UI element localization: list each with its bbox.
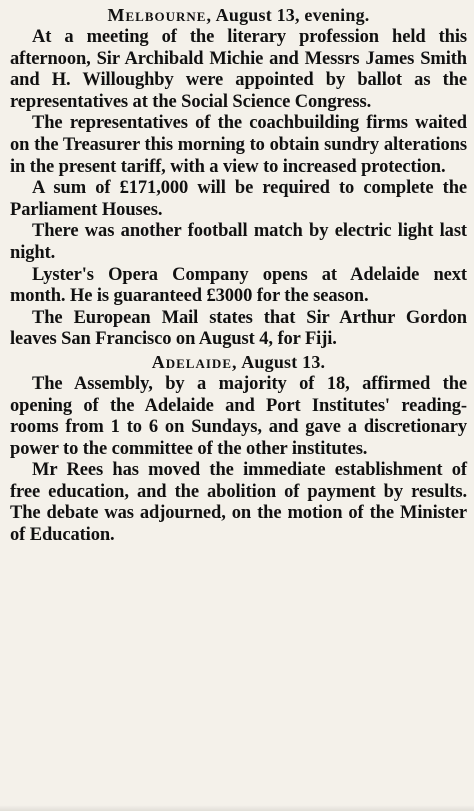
dateline-adelaide: [10, 351, 467, 373]
paragraph: There was another football match by electric light last night.: [10, 221, 467, 263]
article-melbourne: [10, 4, 467, 351]
paragraph: Mr Rees has moved the immediate establishment of free education, and the abolition of payment by results. The debate was adjourned, on the motion of the Minister of Education.: [10, 460, 467, 546]
dateline-date: August 13, evening.: [215, 5, 370, 25]
page-edge: [0, 805, 474, 811]
dateline-date: August 13.: [241, 351, 326, 372]
paragraph: At a meeting of the literary profession held this afternoon, Sir Archibald Michie and Messrs James Smith and H. Willoughby were appointed by ballot as the representatives at the Social Science Congress.: [10, 27, 467, 112]
article-adelaide: [10, 351, 467, 547]
paragraph: Lyster's Opera Company opens at Adelaide next month. He is guaranteed £3000 for the season.: [10, 264, 467, 307]
dateline-place: Adelaide,: [151, 351, 238, 372]
paragraph: The Assembly, by a majority of 18, affirmed the opening of the Adelaide and Port Institutes' reading-rooms from 1 to 6 on Sundays, and gave a discretionary power to the committee of the other institutes.: [10, 373, 467, 459]
paragraph: The representatives of the coachbuilding firms waited on the Treasurer this morning to obtain sundry alterations in the present tariff, with a view to increased protection.: [10, 113, 467, 177]
paragraph: A sum of £171,000 will be required to complete the Parliament Houses.: [10, 178, 467, 220]
dateline-place: Melbourne,: [107, 5, 212, 25]
paragraph: The European Mail states that Sir Arthur Gordon leaves San Francisco on August 4, for Fiji.: [10, 307, 467, 350]
dateline-melbourne: [10, 4, 467, 26]
